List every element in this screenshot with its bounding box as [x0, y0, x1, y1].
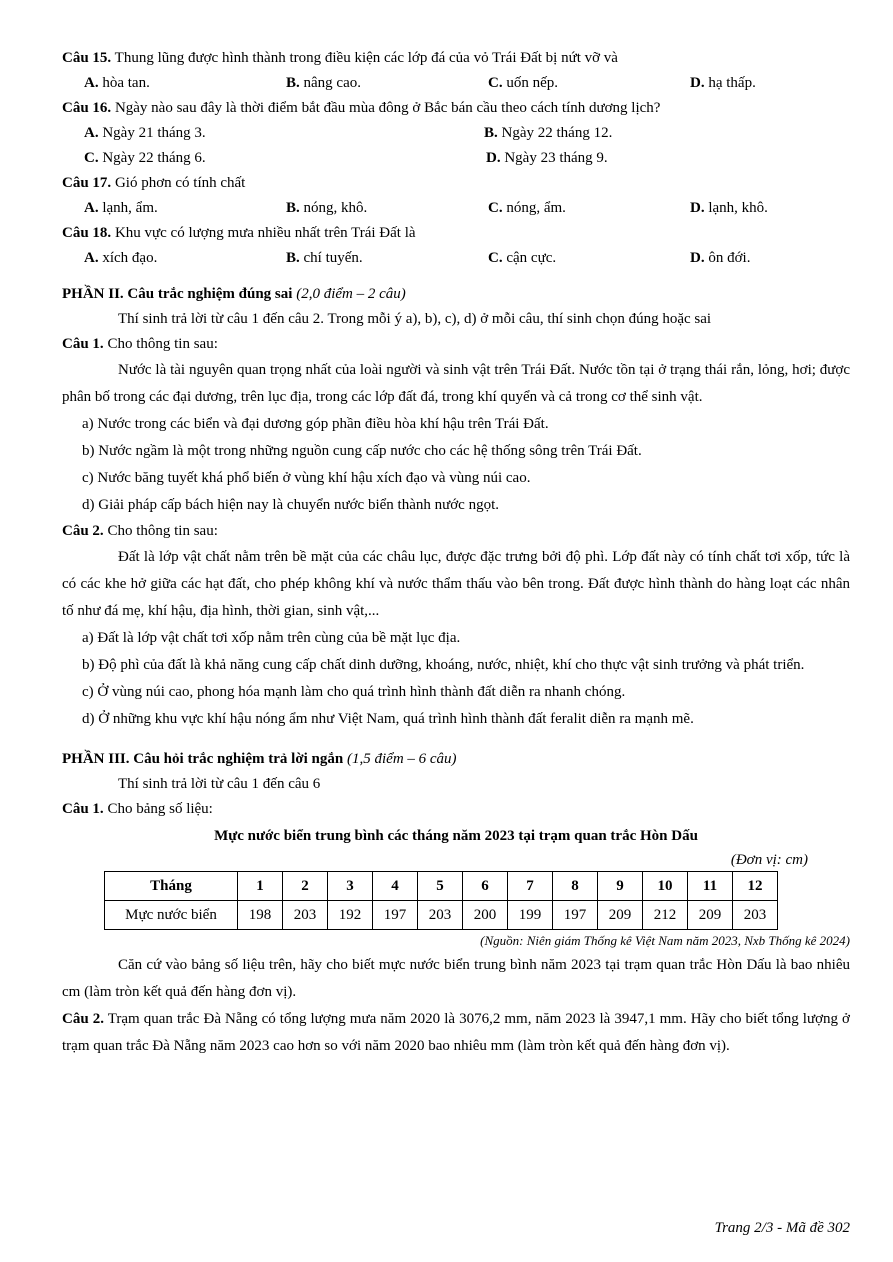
option-c: C. cận cực. [488, 250, 557, 266]
header-cell: 12 [733, 872, 778, 901]
part3-question-1-prompt: Căn cứ vào bảng số liệu trên, hãy cho biết mực nước biển trung bình năm 2023 tại trạm quan trắc Hòn Dấu là bao nhiêu cm (làm tròn kết quả đến hàng đơn vị). [62, 957, 850, 1000]
passage-water: Nước là tài nguyên quan trọng nhất của loài người và sinh vật trên Trái Đất. Nước tồn tại ở trạng thái rắn, lỏng, hơi; được phân bố trong các đại dương, trên lục địa, trong các lớp đất đá, trong khí quyển và cả trong cơ thể sinh vật. [62, 362, 850, 405]
table-cell: 209 [598, 901, 643, 930]
part3-question-2: Câu 2. Trạm quan trắc Đà Nẵng có tổng lượng mưa năm 2020 là 3076,2 mm, năm 2023 là 3947,1 mm. Hãy cho biết tổng lượng ở trạm quan trắc Đà Nẵng năm 2023 cao hơn so với năm 2020 bao nhiêu mm (làm tròn kết quả đến hàng đơn vị). [62, 1011, 850, 1054]
table-cell: 203 [418, 901, 463, 930]
options-18 [62, 246, 850, 271]
question-16 [62, 96, 850, 121]
statement-b: b) Độ phì của đất là khả năng cung cấp chất dinh dưỡng, khoáng, nước, nhiệt, khí cho thực vật sinh trưởng và phát triển. [82, 657, 805, 673]
table-cell: 203 [283, 901, 328, 930]
statement-a: a) Đất là lớp vật chất tơi xốp nằm trên cùng của bề mặt lục địa. [82, 630, 461, 646]
question-number: Câu 15. [62, 50, 112, 66]
table-cell: 192 [328, 901, 373, 930]
table-row [105, 901, 778, 930]
part2-question-2: Câu 2. Cho thông tin sau: [62, 523, 218, 539]
page-footer: Trang 2/3 - Mã đề 302 [714, 1220, 850, 1236]
options-16-row2 [62, 146, 850, 171]
statement-d: d) Ở những khu vực khí hậu nóng ẩm như Việt Nam, quá trình hình thành đất feralit diễn ra mạnh mẽ. [82, 711, 694, 727]
options-16-row1 [62, 121, 850, 146]
part2-question-1: Câu 1. Cho thông tin sau: [62, 336, 218, 352]
table-cell: 197 [553, 901, 598, 930]
question-number: Câu 16. [62, 100, 112, 116]
passage-soil: Đất là lớp vật chất nằm trên bề mặt của các châu lục, được đặc trưng bởi độ phì. Lớp đất này có tính chất tơi xốp, tức là có các khe hở giữa các hạt đất, cho phép không khí và nước thẩm thấu vào bên trong. Đất được hình thành do hàng loạt các nhân tố như đá mẹ, khí hậu, địa hình, thời gian, sinh vật,... [62, 549, 850, 619]
sea-level-table [104, 871, 778, 930]
question-18 [62, 221, 850, 246]
statement-d: d) Giải pháp cấp bách hiện nay là chuyển nước biển thành nước ngọt. [82, 497, 499, 513]
option-c: C. nóng, ẩm. [488, 200, 566, 216]
table-source: (Nguồn: Niên giám Thống kê Việt Nam năm 2023, Nxb Thống kê 2024) [480, 933, 850, 948]
option-b: B. nóng, khô. [286, 200, 368, 216]
question-text: Ngày nào sau đây là thời điểm bắt đầu mùa đông ở Bắc bán cầu theo cách tính dương lịch? [111, 100, 661, 116]
option-b: B. Ngày 22 tháng 12. [484, 125, 613, 141]
option-c: C. Ngày 22 tháng 6. [84, 150, 206, 166]
header-cell: 6 [463, 872, 508, 901]
statement-c: c) Ở vùng núi cao, phong hóa mạnh làm cho quá trình hình thành đất diễn ra nhanh chóng. [82, 684, 626, 700]
question-number: Câu 18. [62, 225, 112, 241]
option-d: D. ôn đới. [690, 250, 751, 266]
options-15 [62, 71, 850, 96]
header-cell: 11 [688, 872, 733, 901]
header-cell: 9 [598, 872, 643, 901]
table-cell: 212 [643, 901, 688, 930]
table-cell: 197 [373, 901, 418, 930]
option-a: A. lạnh, ẩm. [84, 200, 158, 216]
options-17 [62, 196, 850, 221]
table-cell: 200 [463, 901, 508, 930]
option-a: A. Ngày 21 tháng 3. [84, 125, 206, 141]
question-17 [62, 171, 850, 196]
part3-question-1: Câu 1. Cho bảng số liệu: [62, 801, 213, 817]
question-number: Câu 17. [62, 175, 112, 191]
option-b: B. nâng cao. [286, 75, 361, 91]
table-cell: 209 [688, 901, 733, 930]
option-d: D. lạnh, khô. [690, 200, 768, 216]
header-cell: Tháng [105, 872, 238, 901]
statement-a: a) Nước trong các biển và đại dương góp phần điều hòa khí hậu trên Trái Đất. [82, 416, 549, 432]
part2-heading: PHẦN II. Câu trắc nghiệm đúng sai (2,0 điểm – 2 câu) [62, 286, 406, 302]
option-d: D. hạ thấp. [690, 75, 756, 91]
option-a: A. xích đạo. [84, 250, 158, 266]
header-cell: 5 [418, 872, 463, 901]
part3-instruction: Thí sinh trả lời từ câu 1 đến câu 6 [118, 776, 321, 792]
question-text: Thung lũng được hình thành trong điều kiện các lớp đá của vỏ Trái Đất bị nứt vỡ và [111, 50, 618, 66]
table-cell: 203 [733, 901, 778, 930]
row-label: Mực nước biển [105, 901, 238, 930]
exam-page [62, 46, 850, 1060]
header-cell: 2 [283, 872, 328, 901]
option-c: C. uốn nếp. [488, 75, 559, 91]
table-title: Mực nước biển trung bình các tháng năm 2023 tại trạm quan trắc Hòn Dấu [214, 828, 698, 844]
option-b: B. chí tuyến. [286, 250, 363, 266]
part2-instruction: Thí sinh trả lời từ câu 1 đến câu 2. Trong mỗi ý a), b), c), d) ở mỗi câu, thí sinh chọn đúng hoặc sai [118, 311, 712, 327]
header-cell: 1 [238, 872, 283, 901]
question-15 [62, 46, 850, 71]
header-cell: 10 [643, 872, 688, 901]
table-cell: 198 [238, 901, 283, 930]
option-d: D. Ngày 23 tháng 9. [486, 150, 608, 166]
table-unit: (Đơn vị: cm) [730, 852, 808, 868]
question-text: Gió phơn có tính chất [111, 175, 246, 191]
statement-c: c) Nước băng tuyết khá phổ biến ở vùng khí hậu xích đạo và vùng núi cao. [82, 470, 531, 486]
part3-heading: PHẦN III. Câu hỏi trắc nghiệm trả lời ngắn (1,5 điểm – 6 câu) [62, 751, 457, 767]
table-cell: 199 [508, 901, 553, 930]
statement-b: b) Nước ngầm là một trong những nguồn cung cấp nước cho các hệ thống sông trên Trái Đất. [82, 443, 642, 459]
table-header-row [105, 872, 778, 901]
question-text: Khu vực có lượng mưa nhiều nhất trên Trái Đất là [111, 225, 416, 241]
option-a: A. hòa tan. [84, 75, 150, 91]
header-cell: 3 [328, 872, 373, 901]
header-cell: 4 [373, 872, 418, 901]
header-cell: 7 [508, 872, 553, 901]
header-cell: 8 [553, 872, 598, 901]
